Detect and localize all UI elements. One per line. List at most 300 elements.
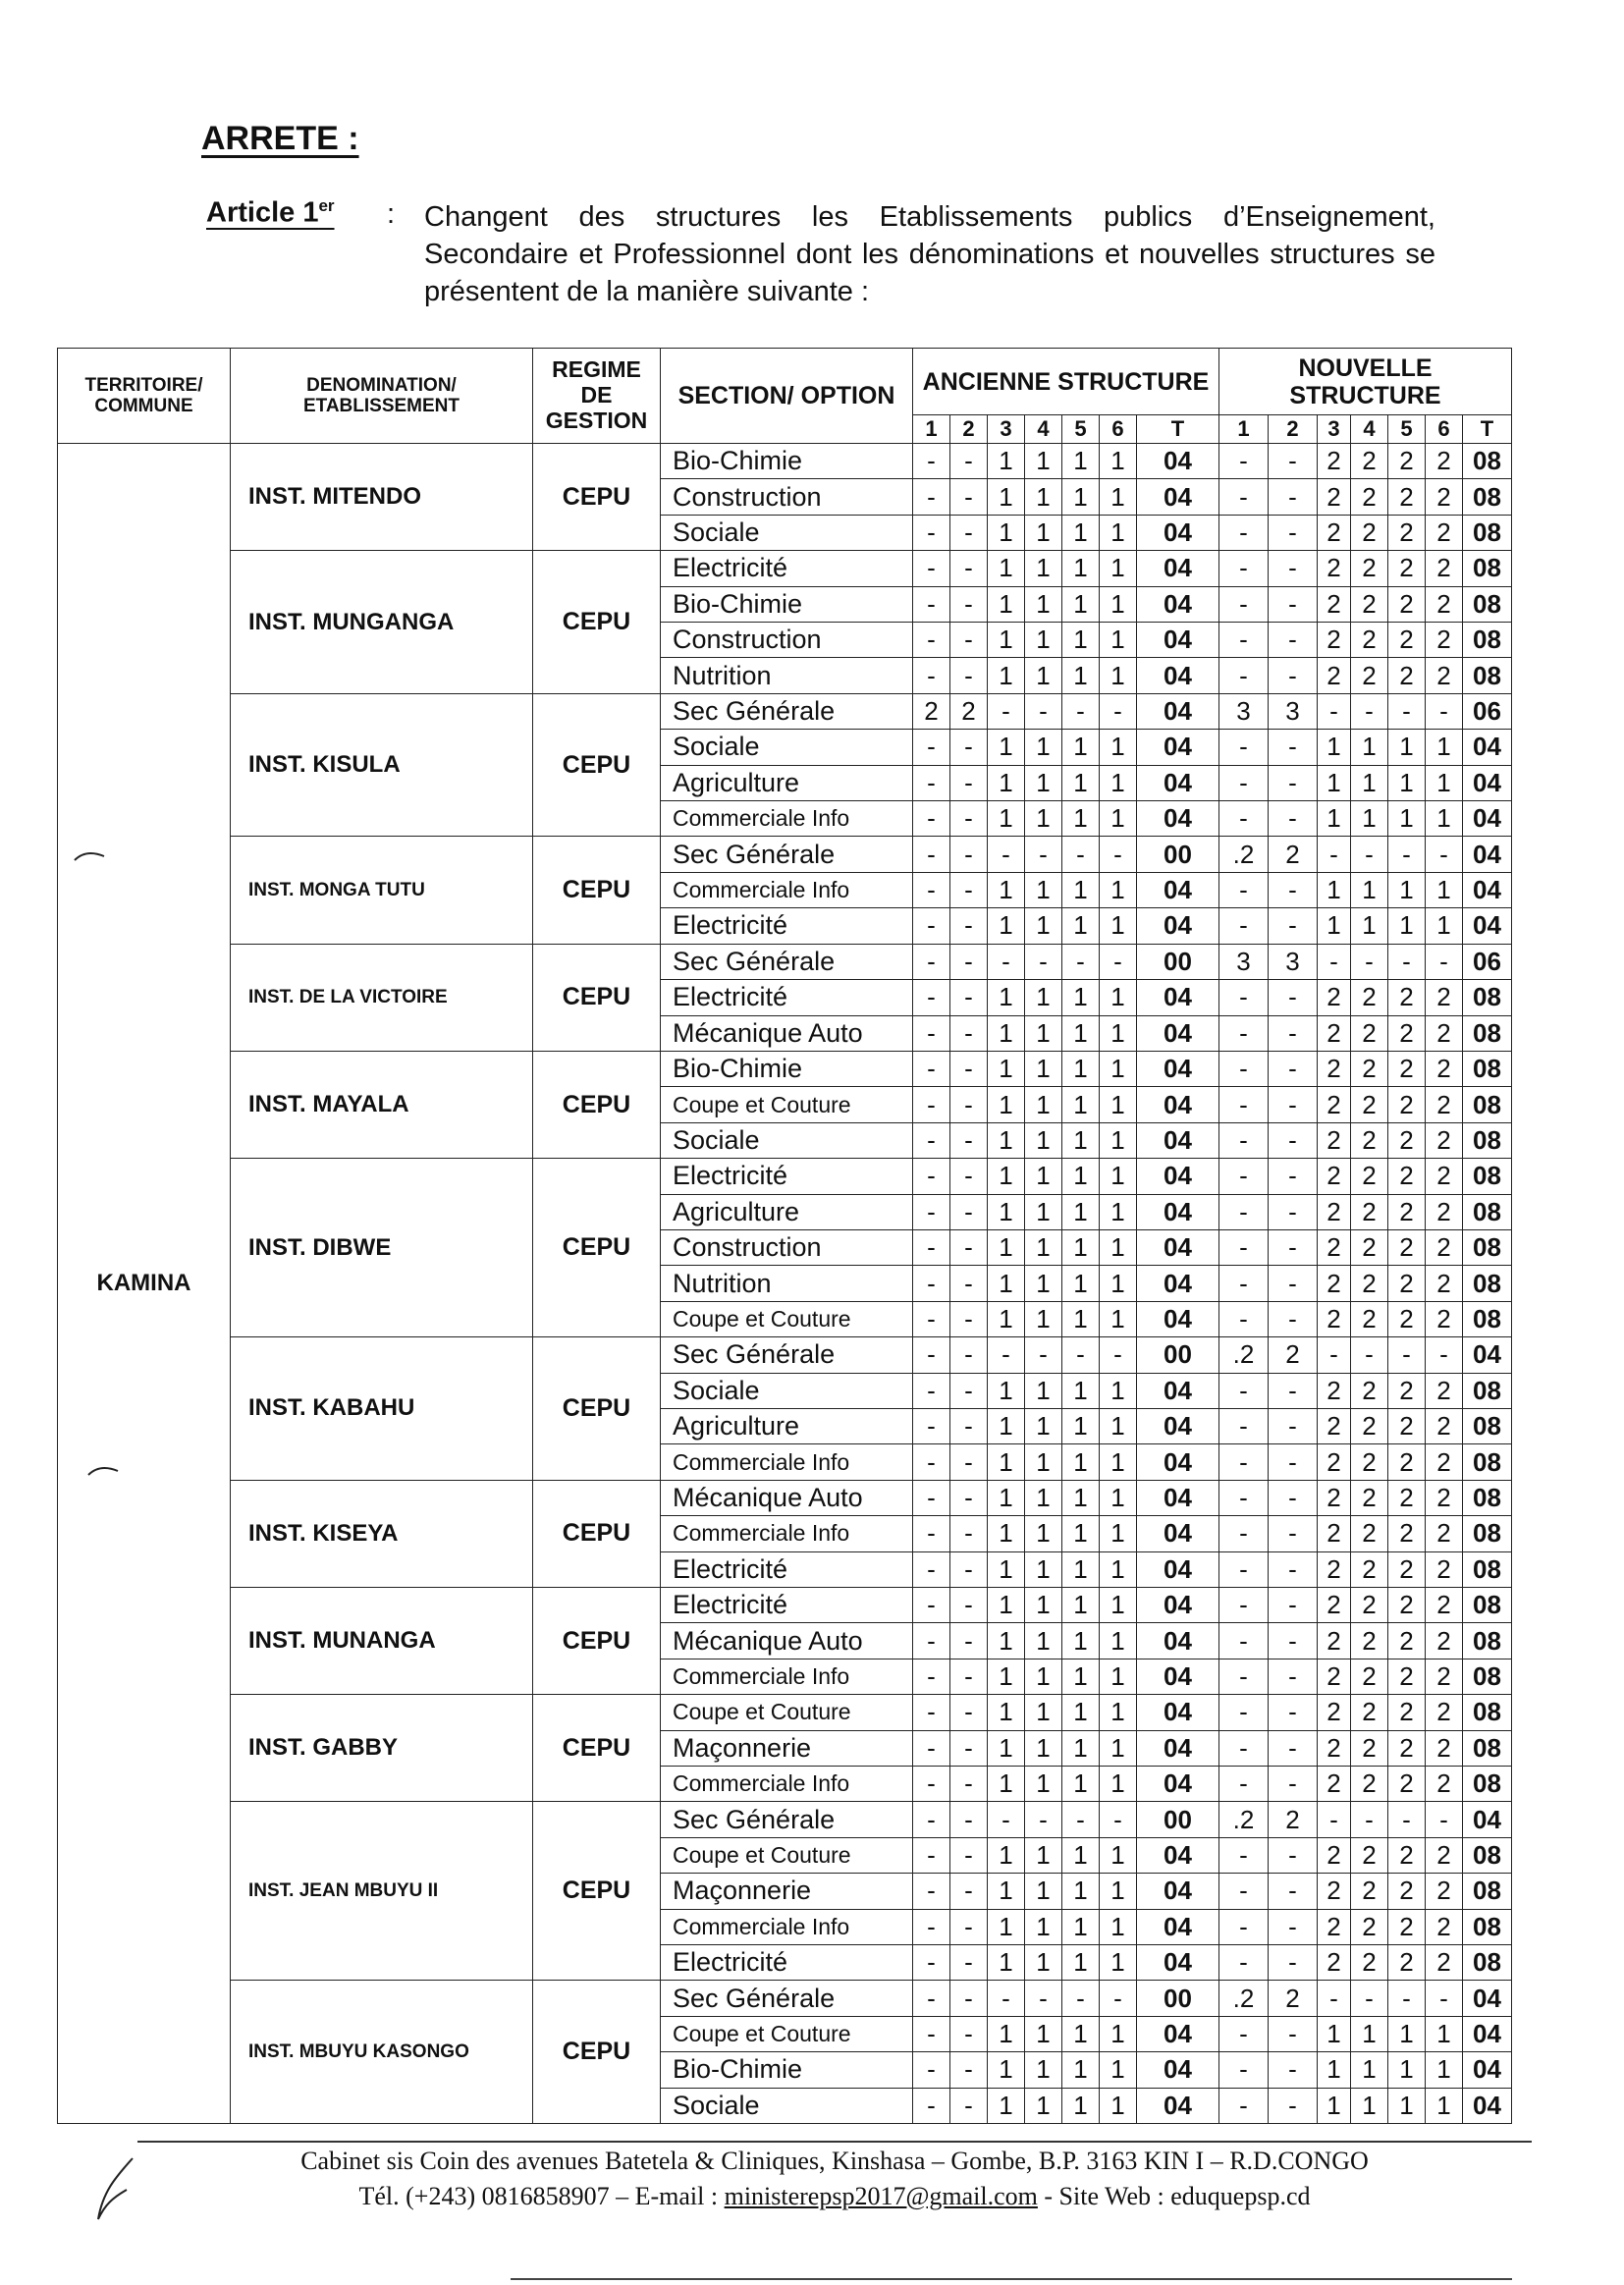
table-row [58,1802,1512,1837]
nouvelle-value: 2 [1426,1516,1463,1551]
ancienne-value: - [950,1874,988,1909]
ancienne-value: 1 [1025,1087,1062,1122]
nouvelle-value: 2 [1388,1516,1426,1551]
nouvelle-value: 2 [1351,515,1388,550]
ancienne-value: 1 [1025,801,1062,837]
header-nouvelle-col: 4 [1351,415,1388,444]
ancienne-value: 1 [1100,1444,1137,1480]
nouvelle-value: - [1269,1051,1318,1086]
ancienne-value: - [950,586,988,622]
nouvelle-total: 04 [1463,1802,1512,1837]
ancienne-value: 1 [1062,2088,1100,2123]
section-option: Sec Générale [661,693,913,729]
page-heading: ARRETE : [201,120,359,157]
header-ancienne-col: 3 [988,415,1025,444]
ancienne-value: 1 [1100,1301,1137,1336]
ancienne-value: - [913,1767,950,1802]
ancienne-value: - [1100,1981,1137,2016]
nouvelle-value: 2 [1318,1194,1351,1229]
nouvelle-value: 2 [1318,1122,1351,1158]
nouvelle-value: 2 [1351,444,1388,479]
ancienne-value: 1 [988,2088,1025,2123]
ancienne-value: - [913,872,950,907]
nouvelle-total: 04 [1463,730,1512,765]
ancienne-value: 1 [988,1695,1025,1730]
section-option: Maçonnerie [661,1730,913,1766]
header-ancienne-col: 5 [1062,415,1100,444]
ancienne-value: - [913,908,950,944]
ancienne-total: 04 [1137,1159,1219,1194]
nouvelle-value: 2 [1388,1051,1426,1086]
nouvelle-value: - [1269,1767,1318,1802]
pen-tick-mark [71,846,110,866]
nouvelle-value: 1 [1426,2088,1463,2123]
ancienne-value: - [913,1051,950,1086]
ancienne-value: - [950,980,988,1015]
nouvelle-value: 2 [1351,1408,1388,1443]
ancienne-value: 1 [988,1015,1025,1051]
nouvelle-value: 2 [1351,1301,1388,1336]
nouvelle-value: 2 [1318,1301,1351,1336]
nouvelle-total: 04 [1463,908,1512,944]
section-option: Bio-Chimie [661,1051,913,1086]
section-option: Mécanique Auto [661,1623,913,1659]
nouvelle-total: 08 [1463,658,1512,693]
nouvelle-value: 2 [1351,1837,1388,1873]
territoire-cell: KAMINA [58,444,231,2124]
nouvelle-value: 2 [1388,1194,1426,1229]
ancienne-value: 1 [1062,1730,1100,1766]
nouvelle-value: 1 [1388,730,1426,765]
section-option: Construction [661,1229,913,1265]
ancienne-value: 1 [988,1730,1025,1766]
nouvelle-value: 2 [1388,1837,1426,1873]
nouvelle-value: - [1219,765,1269,800]
nouvelle-value: 2 [1388,1408,1426,1443]
ancienne-value: 1 [1100,586,1137,622]
nouvelle-total: 04 [1463,765,1512,800]
nouvelle-value: 2 [1351,623,1388,658]
nouvelle-value: 2 [1388,1551,1426,1587]
nouvelle-value: 2 [1318,1730,1351,1766]
nouvelle-value: - [1269,872,1318,907]
ancienne-value: - [950,1444,988,1480]
ancienne-value: - [950,2088,988,2123]
ancienne-value: - [913,801,950,837]
ancienne-value: - [950,2052,988,2088]
ancienne-value: - [950,1659,988,1694]
ancienne-value: 1 [1025,1516,1062,1551]
institution-name: INST. JEAN MBUYU II [231,1802,533,1981]
ancienne-value: 1 [1062,1087,1100,1122]
ancienne-total: 04 [1137,2088,1219,2123]
section-option: Electricité [661,1945,913,1981]
header-nouvelle-col: T [1463,415,1512,444]
ancienne-value: 2 [913,693,950,729]
ancienne-value: 1 [1025,1373,1062,1408]
ancienne-value: 1 [1025,1051,1062,1086]
page-bottom-line [511,2278,1512,2280]
nouvelle-value: 2 [1318,1229,1351,1265]
article-label-superscript: er [318,196,335,215]
nouvelle-value: - [1269,658,1318,693]
ancienne-value: - [913,658,950,693]
ancienne-value: 1 [1100,1551,1137,1587]
nouvelle-value: 2 [1426,1945,1463,1981]
ancienne-value: - [950,1337,988,1373]
ancienne-value: - [913,1229,950,1265]
nouvelle-value: - [1269,2052,1318,2088]
ancienne-value: 1 [1025,586,1062,622]
section-option: Mécanique Auto [661,1015,913,1051]
nouvelle-value: 2 [1269,1981,1318,2016]
ancienne-value: 1 [1100,658,1137,693]
nouvelle-value: - [1219,1551,1269,1587]
ancienne-value: 1 [1100,2088,1137,2123]
nouvelle-value: 2 [1351,1087,1388,1122]
nouvelle-value: 3 [1219,693,1269,729]
nouvelle-value: 2 [1318,1551,1351,1587]
ancienne-value: - [913,2052,950,2088]
table-row [58,551,1512,586]
ancienne-value: 2 [950,693,988,729]
nouvelle-value: 2 [1318,1087,1351,1122]
nouvelle-value: - [1219,1373,1269,1408]
ancienne-value: 1 [1100,479,1137,515]
institution-name: INST. GABBY [231,1695,533,1802]
ancienne-value: - [950,658,988,693]
ancienne-total: 04 [1137,1266,1219,1301]
nouvelle-value: 2 [1426,1695,1463,1730]
ancienne-value: 1 [1062,1945,1100,1981]
nouvelle-value: - [1269,1159,1318,1194]
section-option: Electricité [661,980,913,1015]
nouvelle-value: 2 [1388,1015,1426,1051]
nouvelle-value: 2 [1388,1266,1426,1301]
nouvelle-value: - [1269,1837,1318,1873]
ancienne-value: 1 [1100,1159,1137,1194]
ancienne-value: 1 [1062,1444,1100,1480]
nouvelle-value: 2 [1388,515,1426,550]
regime-gestion: CEPU [533,1159,661,1337]
nouvelle-value: - [1269,1301,1318,1336]
ancienne-value: - [1062,693,1100,729]
ancienne-value: - [1062,1802,1100,1837]
nouvelle-value: - [1269,1695,1318,1730]
ancienne-total: 04 [1137,2052,1219,2088]
ancienne-value: - [950,908,988,944]
article-text: Changent des structures les Etablissements publics d’Enseignement, Secondaire et Professionnel dont les dénominations et nouvelles structures se présentent de la manière suivante : [424,201,1435,307]
ancienne-value: 1 [1100,765,1137,800]
section-option: Coupe et Couture [661,2016,913,2051]
nouvelle-value: 1 [1318,2052,1351,2088]
ancienne-value: - [1100,693,1137,729]
nouvelle-value: 2 [1388,551,1426,586]
nouvelle-value: 2 [1269,1337,1318,1373]
ancienne-total: 04 [1137,1087,1219,1122]
ancienne-value: - [950,1837,988,1873]
ancienne-value: 1 [1062,2016,1100,2051]
section-option: Bio-Chimie [661,2052,913,2088]
nouvelle-value: 2 [1426,1408,1463,1443]
ancienne-value: - [950,623,988,658]
nouvelle-value: 2 [1388,1122,1426,1158]
nouvelle-value: 2 [1388,1087,1426,1122]
nouvelle-value: .2 [1219,837,1269,872]
regime-gestion: CEPU [533,444,661,551]
nouvelle-value: - [1426,944,1463,979]
nouvelle-total: 04 [1463,2016,1512,2051]
ancienne-total: 04 [1137,2016,1219,2051]
section-option: Mécanique Auto [661,1480,913,1515]
ancienne-value: - [913,515,950,550]
ancienne-value: 1 [1062,1909,1100,1944]
nouvelle-value: 2 [1318,1874,1351,1909]
ancienne-value: 1 [1062,586,1100,622]
nouvelle-value: - [1269,479,1318,515]
nouvelle-value: 2 [1351,1516,1388,1551]
nouvelle-value: 2 [1351,1909,1388,1944]
header-ancienne-structure: ANCIENNE STRUCTURE [913,349,1219,415]
nouvelle-total: 08 [1463,1266,1512,1301]
ancienne-value: - [913,1337,950,1373]
section-option: Commerciale Info [661,1659,913,1694]
regime-gestion: CEPU [533,1051,661,1158]
nouvelle-value: 2 [1351,658,1388,693]
nouvelle-value: 2 [1351,1551,1388,1587]
ancienne-value: - [913,1087,950,1122]
ancienne-value: - [950,1194,988,1229]
article-colon: : [387,198,396,230]
ancienne-total: 04 [1137,980,1219,1015]
ancienne-value: 1 [988,1051,1025,1086]
nouvelle-value: 2 [1426,1480,1463,1515]
footer-divider [137,2141,1532,2143]
ancienne-value: 1 [1100,1229,1137,1265]
ancienne-value: 1 [1025,1480,1062,1515]
nouvelle-value: - [1318,944,1351,979]
nouvelle-value: 1 [1318,908,1351,944]
nouvelle-value: 2 [1388,586,1426,622]
ancienne-value: 1 [1100,1194,1137,1229]
header-nouvelle-col: 2 [1269,415,1318,444]
nouvelle-value: 1 [1388,765,1426,800]
structures-table [57,348,1512,2124]
nouvelle-value: - [1219,444,1269,479]
header-regime: REGIME DE GESTION [533,349,661,444]
nouvelle-value: 2 [1351,1266,1388,1301]
nouvelle-value: 2 [1388,1945,1426,1981]
nouvelle-value: - [1269,1480,1318,1515]
nouvelle-value: 2 [1318,1588,1351,1623]
nouvelle-value: - [1219,1516,1269,1551]
section-option: Commerciale Info [661,1516,913,1551]
nouvelle-value: - [1269,2088,1318,2123]
ancienne-value: - [988,693,1025,729]
nouvelle-value: 2 [1388,1480,1426,1515]
ancienne-value: 1 [988,730,1025,765]
nouvelle-total: 08 [1463,1695,1512,1730]
section-option: Coupe et Couture [661,1837,913,1873]
ancienne-value: 1 [1100,1051,1137,1086]
nouvelle-value: - [1269,1623,1318,1659]
nouvelle-value: - [1219,730,1269,765]
section-option: Commerciale Info [661,1767,913,1802]
nouvelle-value: - [1351,693,1388,729]
nouvelle-value: - [1269,1516,1318,1551]
ancienne-total: 04 [1137,1909,1219,1944]
table-row [58,1051,1512,1086]
ancienne-value: 1 [1100,801,1137,837]
ancienne-value: 1 [1025,444,1062,479]
section-option: Sec Générale [661,1802,913,1837]
nouvelle-value: 2 [1351,980,1388,1015]
nouvelle-value: 2 [1388,1301,1426,1336]
nouvelle-value: - [1269,1266,1318,1301]
ancienne-value: - [913,1408,950,1443]
ancienne-value: 1 [988,1909,1025,1944]
ancienne-total: 04 [1137,1945,1219,1981]
ancienne-value: - [1025,944,1062,979]
nouvelle-value: 2 [1426,1122,1463,1158]
nouvelle-value: 2 [1351,1229,1388,1265]
nouvelle-value: - [1269,1730,1318,1766]
nouvelle-value: 2 [1351,1444,1388,1480]
nouvelle-value: 1 [1388,2016,1426,2051]
nouvelle-value: - [1269,1194,1318,1229]
nouvelle-value: 2 [1269,1802,1318,1837]
structures-table-body [58,444,1512,2124]
nouvelle-value: - [1318,1337,1351,1373]
nouvelle-value: 2 [1426,1159,1463,1194]
ancienne-value: 1 [1100,1837,1137,1873]
ancienne-value: 1 [1100,908,1137,944]
footer-address: Cabinet sis Coin des avenues Batetela & Cliniques, Kinshasa – Gombe, B.P. 3163 KIN I – R.D.CONGO [300,2147,1369,2175]
nouvelle-total: 08 [1463,1015,1512,1051]
nouvelle-value: - [1219,1909,1269,1944]
header-ancienne-col: T [1137,415,1219,444]
nouvelle-value: 3 [1219,944,1269,979]
ancienne-total: 04 [1137,1194,1219,1229]
ancienne-value: 1 [1100,1266,1137,1301]
nouvelle-value: - [1219,1730,1269,1766]
article-label-text: Article 1 [206,196,319,229]
ancienne-value: 1 [988,1516,1025,1551]
nouvelle-value: - [1219,1408,1269,1443]
section-option: Commerciale Info [661,801,913,837]
nouvelle-value: 2 [1318,586,1351,622]
ancienne-value: 1 [988,479,1025,515]
nouvelle-value: .2 [1219,1802,1269,1837]
ancienne-value: 1 [1100,2052,1137,2088]
ancienne-value: 1 [1025,1229,1062,1265]
ancienne-value: - [913,1122,950,1158]
regime-gestion: CEPU [533,1802,661,1981]
nouvelle-value: 2 [1318,1909,1351,1944]
nouvelle-value: - [1219,872,1269,907]
nouvelle-value: - [1219,2016,1269,2051]
ancienne-value: 1 [1062,908,1100,944]
section-option: Sec Générale [661,837,913,872]
ancienne-value: - [950,515,988,550]
table-row [58,1981,1512,2016]
ancienne-value: 1 [1100,1767,1137,1802]
ancienne-value: - [950,551,988,586]
section-option: Electricité [661,1159,913,1194]
nouvelle-value: 1 [1388,2052,1426,2088]
nouvelle-total: 04 [1463,1337,1512,1373]
nouvelle-value: - [1351,1981,1388,2016]
section-option: Coupe et Couture [661,1087,913,1122]
ancienne-value: - [950,730,988,765]
ancienne-value: 1 [988,1837,1025,1873]
nouvelle-total: 08 [1463,1837,1512,1873]
nouvelle-value: 1 [1426,801,1463,837]
ancienne-value: 1 [1100,623,1137,658]
regime-gestion: CEPU [533,1695,661,1802]
ancienne-total: 00 [1137,1802,1219,1837]
ancienne-value: 1 [988,765,1025,800]
nouvelle-value: - [1219,908,1269,944]
nouvelle-value: - [1269,908,1318,944]
nouvelle-value: 1 [1318,2016,1351,2051]
ancienne-value: 1 [1100,551,1137,586]
ancienne-value: - [950,837,988,872]
ancienne-value: 1 [988,658,1025,693]
section-option: Bio-Chimie [661,444,913,479]
header-denomination: DENOMINATION/ ETABLISSEMENT [231,349,533,444]
section-option: Construction [661,479,913,515]
ancienne-value: 1 [1062,765,1100,800]
section-option: Sociale [661,515,913,550]
nouvelle-total: 08 [1463,1551,1512,1587]
nouvelle-value: 2 [1318,980,1351,1015]
ancienne-value: - [913,1266,950,1301]
ancienne-value: 1 [988,1480,1025,1515]
nouvelle-value: 2 [1388,444,1426,479]
ancienne-value: - [1025,1337,1062,1373]
nouvelle-value: - [1426,837,1463,872]
ancienne-total: 04 [1137,765,1219,800]
section-option: Sec Générale [661,1337,913,1373]
ancienne-value: 1 [1100,1373,1137,1408]
ancienne-value: 1 [1025,1767,1062,1802]
institution-name: INST. MBUYU KASONGO [231,1981,533,2124]
ancienne-value: 1 [1025,1408,1062,1443]
nouvelle-value: 2 [1388,1159,1426,1194]
nouvelle-value: - [1351,1802,1388,1837]
nouvelle-total: 08 [1463,1122,1512,1158]
nouvelle-value: 2 [1351,1659,1388,1694]
nouvelle-value: 1 [1426,2016,1463,2051]
nouvelle-value: - [1219,801,1269,837]
footer-website: - Site Web : eduquepsp.cd [1044,2182,1311,2210]
nouvelle-total: 04 [1463,1981,1512,2016]
nouvelle-total: 08 [1463,1945,1512,1981]
ancienne-total: 04 [1137,1408,1219,1443]
ancienne-value: - [950,1051,988,1086]
nouvelle-value: 1 [1351,2088,1388,2123]
ancienne-value: 1 [1025,1874,1062,1909]
nouvelle-value: 2 [1318,1266,1351,1301]
nouvelle-value: 2 [1388,479,1426,515]
nouvelle-value: 1 [1426,765,1463,800]
ancienne-value: 1 [1025,872,1062,907]
footer-email-link[interactable]: ministerepsp2017@gmail.com [724,2182,1038,2210]
nouvelle-value: - [1219,1159,1269,1194]
ancienne-value: 1 [1100,515,1137,550]
nouvelle-value: 2 [1388,1229,1426,1265]
